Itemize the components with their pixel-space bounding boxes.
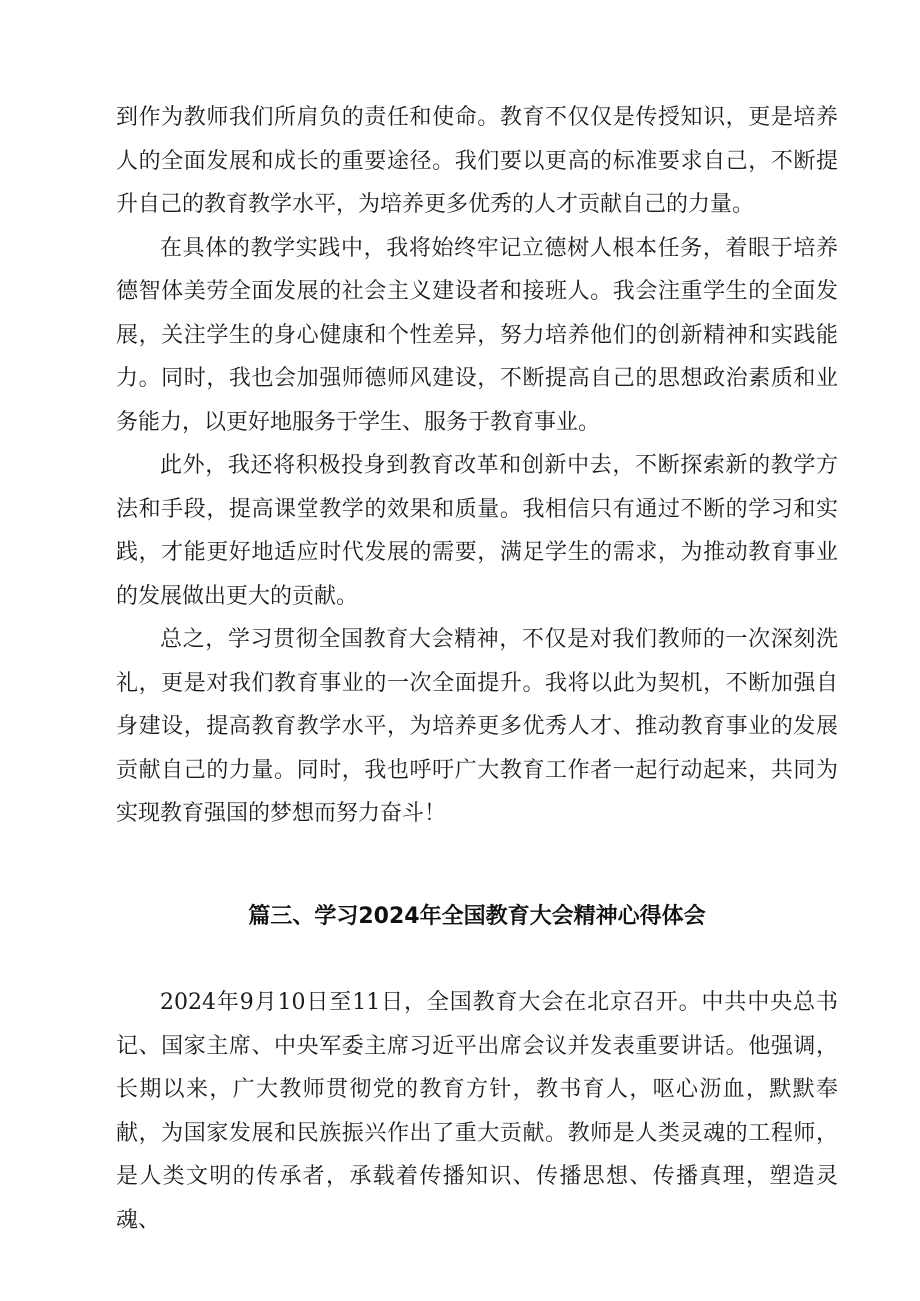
paragraph-education-reform: 此外，我还将积极投身到教育改革和创新中去，不断探索新的教学方法和手段，提高课堂教学的效果和质量。我相信只有通过不断的学习和实践，才能更好地适应时代发展的需要，满足学生的需求，为推动教育事业的发展做出更大的贡献。 [116,453,838,609]
paragraph-continuation: 到作为教师我们所肩负的责任和使命。教育不仅仅是传授知识，更是培养人的全面发展和成长的重要途径。我们要以更高的标准要求自己，不断提升自己的教育教学水平，为培养更多优秀的人才贡献自己的力量。 [116,105,838,217]
paragraph-conclusion: 总之，学习贯彻全国教育大会精神，不仅是对我们教师的一次深刻洗礼，更是对我们教育事业的一次全面提升。我将以此为契机，不断加强自身建设，提高教育教学水平，为培养更多优秀人才、推动教育事业的发展贡献自己的力量。同时，我也呼吁广大教育工作者一起行动起来，共同为实现教育强国的梦想而努力奋斗！ [116,627,838,826]
body-text-section-two [116,981,838,1242]
paragraph-conference-intro: 2024年9月10日至11日，全国教育大会在北京召开。中共中央总书记、国家主席、中央军委主席习近平出席会议并发表重要讲话。他强调，长期以来，广大教师贯彻党的教育方针，教书育人，呕心沥血，默默奉献，为国家发展和民族振兴作出了重大贡献。教师是人类灵魂的工程师，是人类文明的传承者，承载着传播知识、传播思想、传播真理，塑造灵魂、 [116,990,838,1233]
section-heading: 篇三、学习2024年全国教育大会精神心得体会 [248,904,706,929]
paragraph-teaching-practice: 在具体的教学实践中，我将始终牢记立德树人根本任务，着眼于培养德智体美劳全面发展的社会主义建设者和接班人。我会注重学生的全面发展，关注学生的身心健康和个性差异，努力培养他们的创新精神和实践能力。同时，我也会加强师德师风建设，不断提高自己的思想政治素质和业务能力，以更好地服务于学生、服务于教育事业。 [116,235,838,435]
body-text-section-one [116,96,838,836]
